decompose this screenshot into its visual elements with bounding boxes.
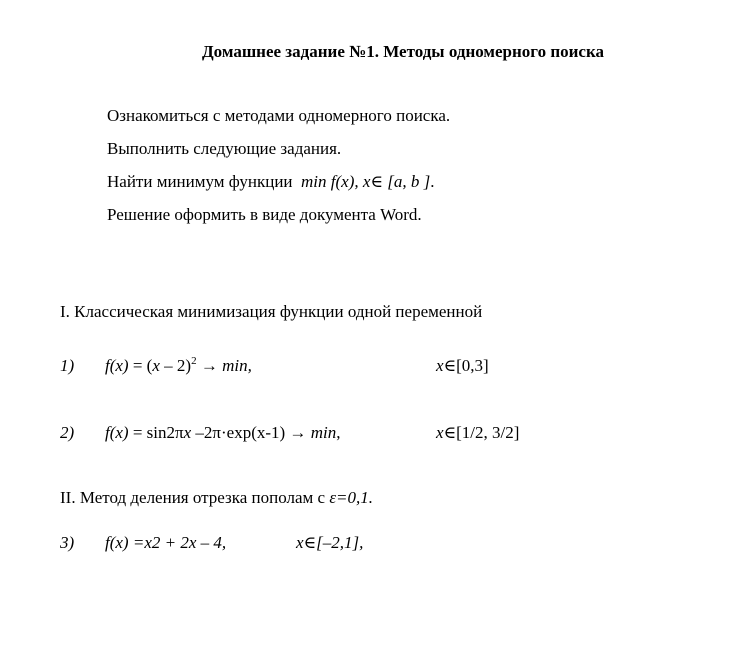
task2-x: x	[183, 423, 192, 442]
intro-formula	[301, 172, 430, 191]
intro-formula-main: min f(x), x	[301, 172, 371, 191]
task1-formula	[105, 356, 252, 376]
intro-formula-elem: ∈	[370, 172, 384, 191]
task1-arrow: →	[196, 356, 223, 375]
task2-domain-x: x	[436, 423, 444, 442]
task1-f: f(x)	[105, 356, 129, 375]
task2-mid: = sin2π	[128, 423, 184, 442]
task1-rest: – 2)	[159, 356, 192, 375]
task2-domain-interval: ∈[1/2, 3/2]	[443, 423, 520, 442]
task2-formula	[105, 423, 340, 443]
intro-line-1: Ознакомиться с методами одномерного поиска.	[107, 106, 451, 125]
intro-line-2: Выполнить следующие задания.	[107, 139, 342, 158]
task2-min: min	[310, 423, 337, 442]
task2-f: f(x)	[105, 423, 129, 442]
task1-x: x	[152, 356, 160, 375]
intro-formula-interval: [a, b ]	[383, 172, 431, 191]
section2-epsilon: ε=0,1.	[329, 488, 374, 507]
task3-formula: f(x) =x2 + 2x – 4,	[105, 533, 227, 552]
task1-number: 1)	[60, 356, 75, 375]
task3-number: 3)	[60, 533, 75, 552]
intro-line-3	[107, 172, 435, 192]
section2-heading-text: II. Метод деления отрезка пополам с	[60, 488, 330, 507]
task1-eq: = (	[128, 356, 153, 375]
intro-formula-dot: .	[430, 172, 435, 191]
task1-domain-interval: ∈[0,3]	[443, 356, 489, 375]
section1-heading: I. Классическая минимизация функции одной переменной	[60, 302, 483, 321]
task2-comma: ,	[336, 423, 341, 442]
task3-domain: x∈[–2,1],	[296, 533, 364, 552]
task2-rest: –2π·exp(x-1) →	[191, 423, 311, 442]
task2-number: 2)	[60, 423, 75, 442]
task1-min: min,	[222, 356, 252, 375]
task1-domain-x: x	[436, 356, 444, 375]
page-title: Домашнее задание №1. Методы одномерного поиска	[201, 42, 605, 61]
intro-line-3-text: Найти минимум функции	[107, 172, 293, 191]
section2-heading	[60, 488, 373, 508]
task1-pow: 2	[191, 355, 197, 367]
task1-domain	[436, 356, 489, 376]
intro-line-4: Решение оформить в виде документа Word.	[107, 205, 422, 224]
task2-domain	[436, 423, 519, 443]
